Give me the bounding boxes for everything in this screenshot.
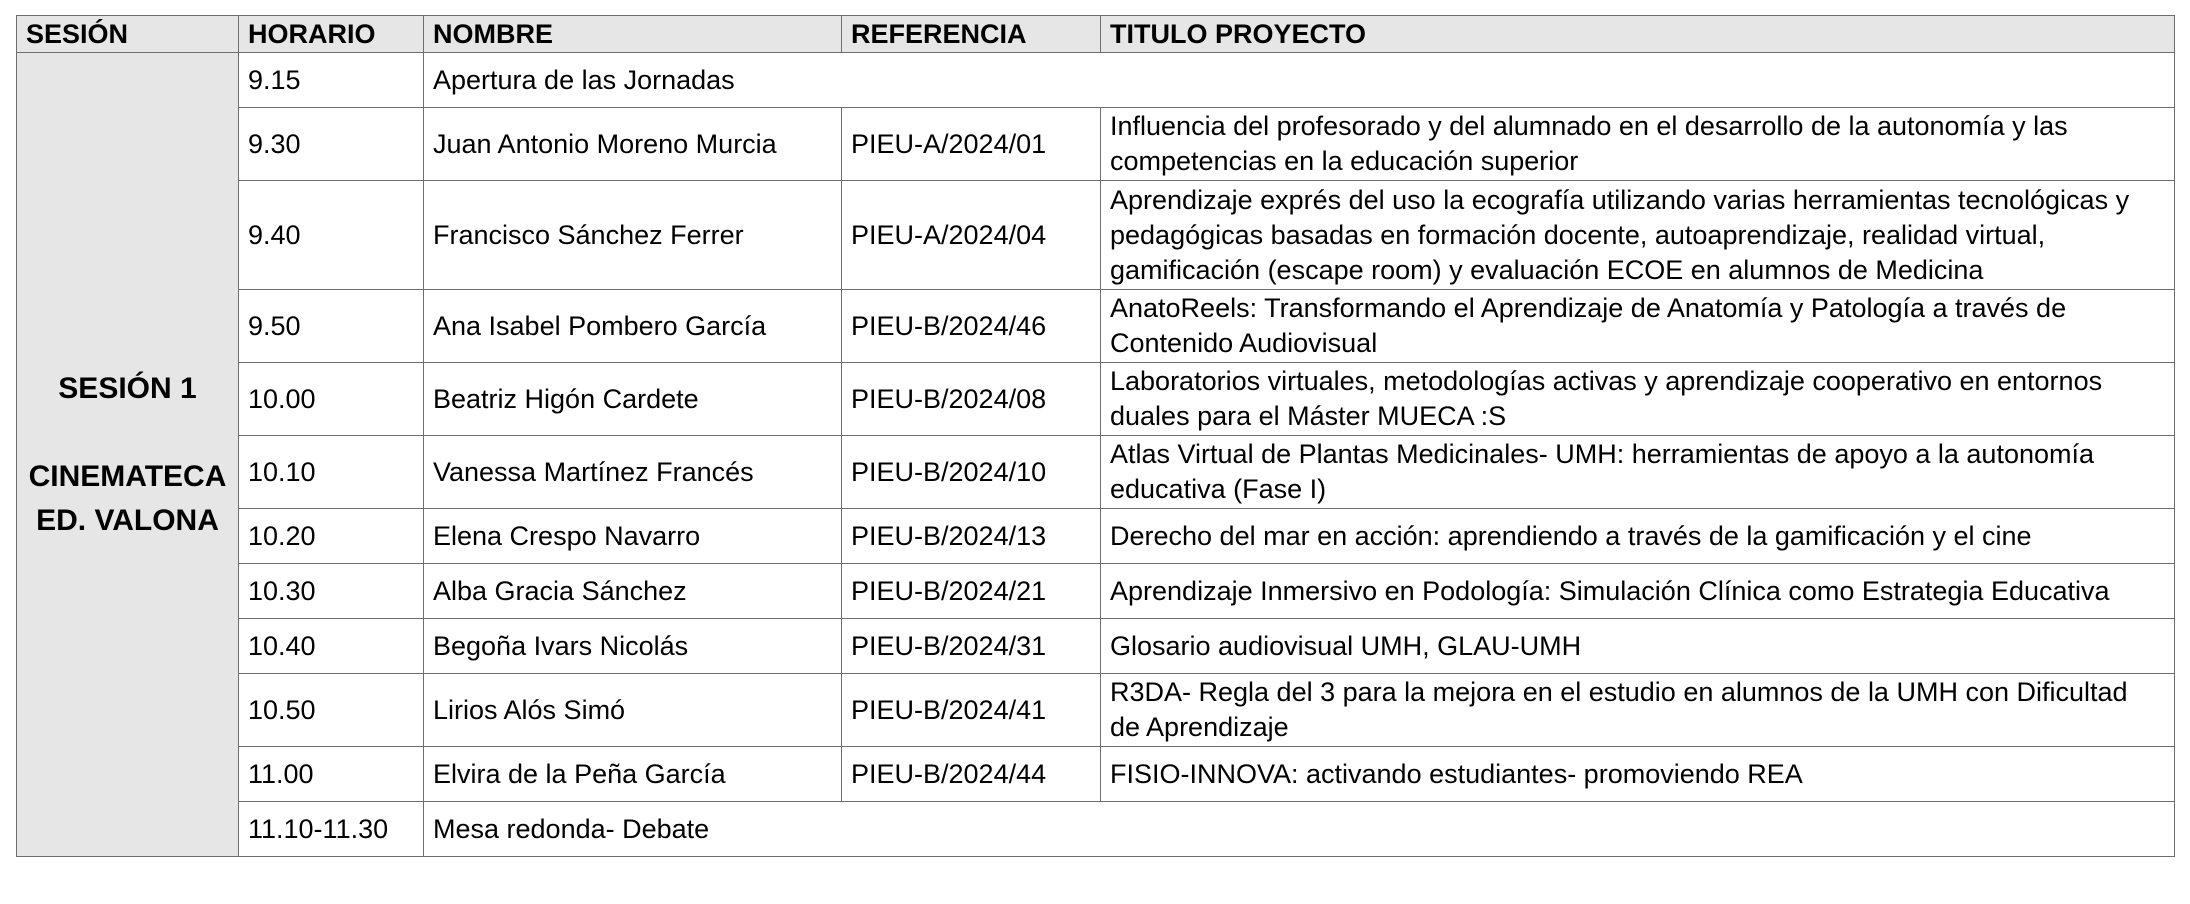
reference-cell: PIEU-B/2024/44 xyxy=(842,747,1101,802)
name-cell: Elvira de la Peña García xyxy=(424,747,842,802)
table-row xyxy=(17,53,2175,108)
table-row xyxy=(17,674,2175,747)
time-cell: 11.10-11.30 xyxy=(239,802,424,857)
name-cell: Vanessa Martínez Francés xyxy=(424,436,842,509)
table-row xyxy=(17,802,2175,857)
title-cell: Glosario audiovisual UMH, GLAU-UMH xyxy=(1101,619,2175,674)
venue-line-2: ED. VALONA xyxy=(36,503,219,537)
header-horario: HORARIO xyxy=(239,16,424,53)
title-cell: Atlas Virtual de Plantas Medicinales- UMH: herramientas de apoyo a la autonomía educativa (Fase I) xyxy=(1101,436,2175,509)
reference-cell: PIEU-A/2024/04 xyxy=(842,181,1101,290)
debate-cell: Mesa redonda- Debate xyxy=(424,802,2175,857)
venue-line-1: CINEMATECA xyxy=(28,459,227,493)
table-row xyxy=(17,564,2175,619)
time-cell: 10.00 xyxy=(239,363,424,436)
session-label: SESIÓN 1 xyxy=(58,371,197,405)
table-row xyxy=(17,290,2175,363)
reference-cell: PIEU-B/2024/31 xyxy=(842,619,1101,674)
title-cell: Laboratorios virtuales, metodologías activas y aprendizaje cooperativo en entornos duales para el Máster MUECA :S xyxy=(1101,363,2175,436)
time-cell: 11.00 xyxy=(239,747,424,802)
reference-cell: PIEU-B/2024/41 xyxy=(842,674,1101,747)
header-nombre: NOMBRE xyxy=(424,16,842,53)
name-cell: Alba Gracia Sánchez xyxy=(424,564,842,619)
table-row xyxy=(17,619,2175,674)
title-cell: R3DA- Regla del 3 para la mejora en el estudio en alumnos de la UMH con Dificultad de Aprendizaje xyxy=(1101,674,2175,747)
header-referencia: REFERENCIA xyxy=(842,16,1101,53)
title-cell: Influencia del profesorado y del alumnado en el desarrollo de la autonomía y las competencias en la educación superior xyxy=(1101,108,2175,181)
table-row xyxy=(17,436,2175,509)
time-cell: 9.15 xyxy=(239,53,424,108)
title-cell: Derecho del mar en acción: aprendiendo a través de la gamificación y el cine xyxy=(1101,509,2175,564)
title-cell: AnatoReels: Transformando el Aprendizaje de Anatomía y Patología a través de Contenido Audiovisual xyxy=(1101,290,2175,363)
time-cell: 10.40 xyxy=(239,619,424,674)
opening-cell: Apertura de las Jornadas xyxy=(424,53,2175,108)
header-sesion: SESIÓN xyxy=(17,16,239,53)
time-cell: 10.20 xyxy=(239,509,424,564)
name-cell: Begoña Ivars Nicolás xyxy=(424,619,842,674)
schedule-table xyxy=(16,15,2175,857)
header-titulo-proyecto: TITULO PROYECTO xyxy=(1101,16,2175,53)
reference-cell: PIEU-B/2024/46 xyxy=(842,290,1101,363)
title-cell: Aprendizaje exprés del uso la ecografía utilizando varias herramientas tecnológicas y pedagógicas basadas en formación docente, autoaprendizaje, realidad virtual, gamificación (escape room) y evaluación ECOE en alumnos de Medicina xyxy=(1101,181,2175,290)
table-row xyxy=(17,108,2175,181)
name-cell: Beatriz Higón Cardete xyxy=(424,363,842,436)
name-cell: Francisco Sánchez Ferrer xyxy=(424,181,842,290)
table-row xyxy=(17,747,2175,802)
time-cell: 10.10 xyxy=(239,436,424,509)
time-cell: 9.30 xyxy=(239,108,424,181)
table-row xyxy=(17,509,2175,564)
time-cell: 9.50 xyxy=(239,290,424,363)
title-cell: FISIO-INNOVA: activando estudiantes- promoviendo REA xyxy=(1101,747,2175,802)
table-row xyxy=(17,363,2175,436)
session-cell xyxy=(17,53,239,857)
time-cell: 10.50 xyxy=(239,674,424,747)
reference-cell: PIEU-A/2024/01 xyxy=(842,108,1101,181)
name-cell: Lirios Alós Simó xyxy=(424,674,842,747)
reference-cell: PIEU-B/2024/10 xyxy=(842,436,1101,509)
reference-cell: PIEU-B/2024/13 xyxy=(842,509,1101,564)
table-row xyxy=(17,181,2175,290)
name-cell: Elena Crespo Navarro xyxy=(424,509,842,564)
time-cell: 10.30 xyxy=(239,564,424,619)
header-row xyxy=(17,16,2175,53)
time-cell: 9.40 xyxy=(239,181,424,290)
name-cell: Juan Antonio Moreno Murcia xyxy=(424,108,842,181)
reference-cell: PIEU-B/2024/08 xyxy=(842,363,1101,436)
name-cell: Ana Isabel Pombero García xyxy=(424,290,842,363)
reference-cell: PIEU-B/2024/21 xyxy=(842,564,1101,619)
title-cell: Aprendizaje Inmersivo en Podología: Simulación Clínica como Estrategia Educativa xyxy=(1101,564,2175,619)
